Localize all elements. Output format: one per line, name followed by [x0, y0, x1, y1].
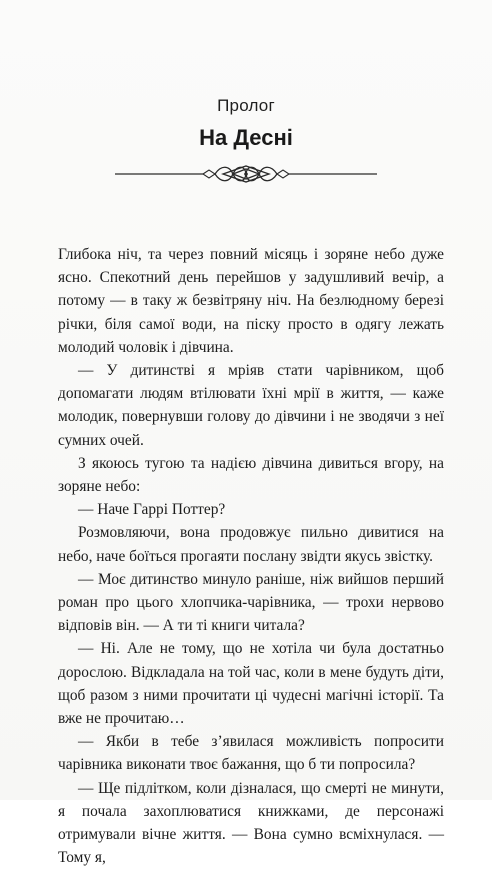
- paragraph: Глибока ніч, та через повний місяць і зоряне небо дуже ясно. Спекотний день перейшов у задушливий вечір, а потому — в таку ж безвітряну ніч. На безлюдному березі річки, біля самої води, на піску просто в одягу лежать молодий чоловік і дівчина.: [58, 246, 444, 356]
- paragraph: — Моє дитинство минуло раніше, ніж вийшов перший роман про цього хлопчика-чарівника, — трохи нервово відповів він. — А ти ті книги читала?: [58, 570, 444, 635]
- chapter-title: На Десні: [199, 125, 293, 150]
- prologue-body-text: [58, 243, 444, 869]
- paragraph: — Якби в тебе з’явилася можливість попросити чарівника виконати твоє бажання, що б ти попросила?: [58, 733, 444, 774]
- paragraph: — Наче Гаррі Поттер?: [78, 501, 226, 519]
- paragraph: — Ще підлітком, коли дізналася, що смерті не минути, я почала захоплюватися книжками, де персонажі отримували вічне життя. — Вона сумно всміхнулася. — Тому я,: [58, 779, 444, 867]
- paragraph: — У дитинстві я мріяв стати чарівником, щоб допомагати людям втілювати їхні мрії в життя, — каже молодик, повернувши голову до дівчини і не зводячи з неї сумних очей.: [58, 362, 444, 449]
- chapter-header: [0, 96, 492, 151]
- paragraph: — Ні. Але не тому, що не хотіла чи була достатньо дорослою. Відкладала на той час, коли в мене будуть діти, щоб разом з ними прочитати ці чудесні магічні історії. Та вже не прочитаю…: [58, 640, 444, 728]
- decorative-divider-icon: [0, 162, 492, 186]
- paragraph: Розмовляючи, вона продовжує пильно дивитися на небо, наче боїться прогаяти послану звідти якусь звістку.: [58, 524, 444, 565]
- prologue-label: Пролог: [217, 96, 275, 115]
- paragraph: З якоюсь тугою та надією дівчина дивиться вгору, на зоряне небо:: [58, 454, 444, 496]
